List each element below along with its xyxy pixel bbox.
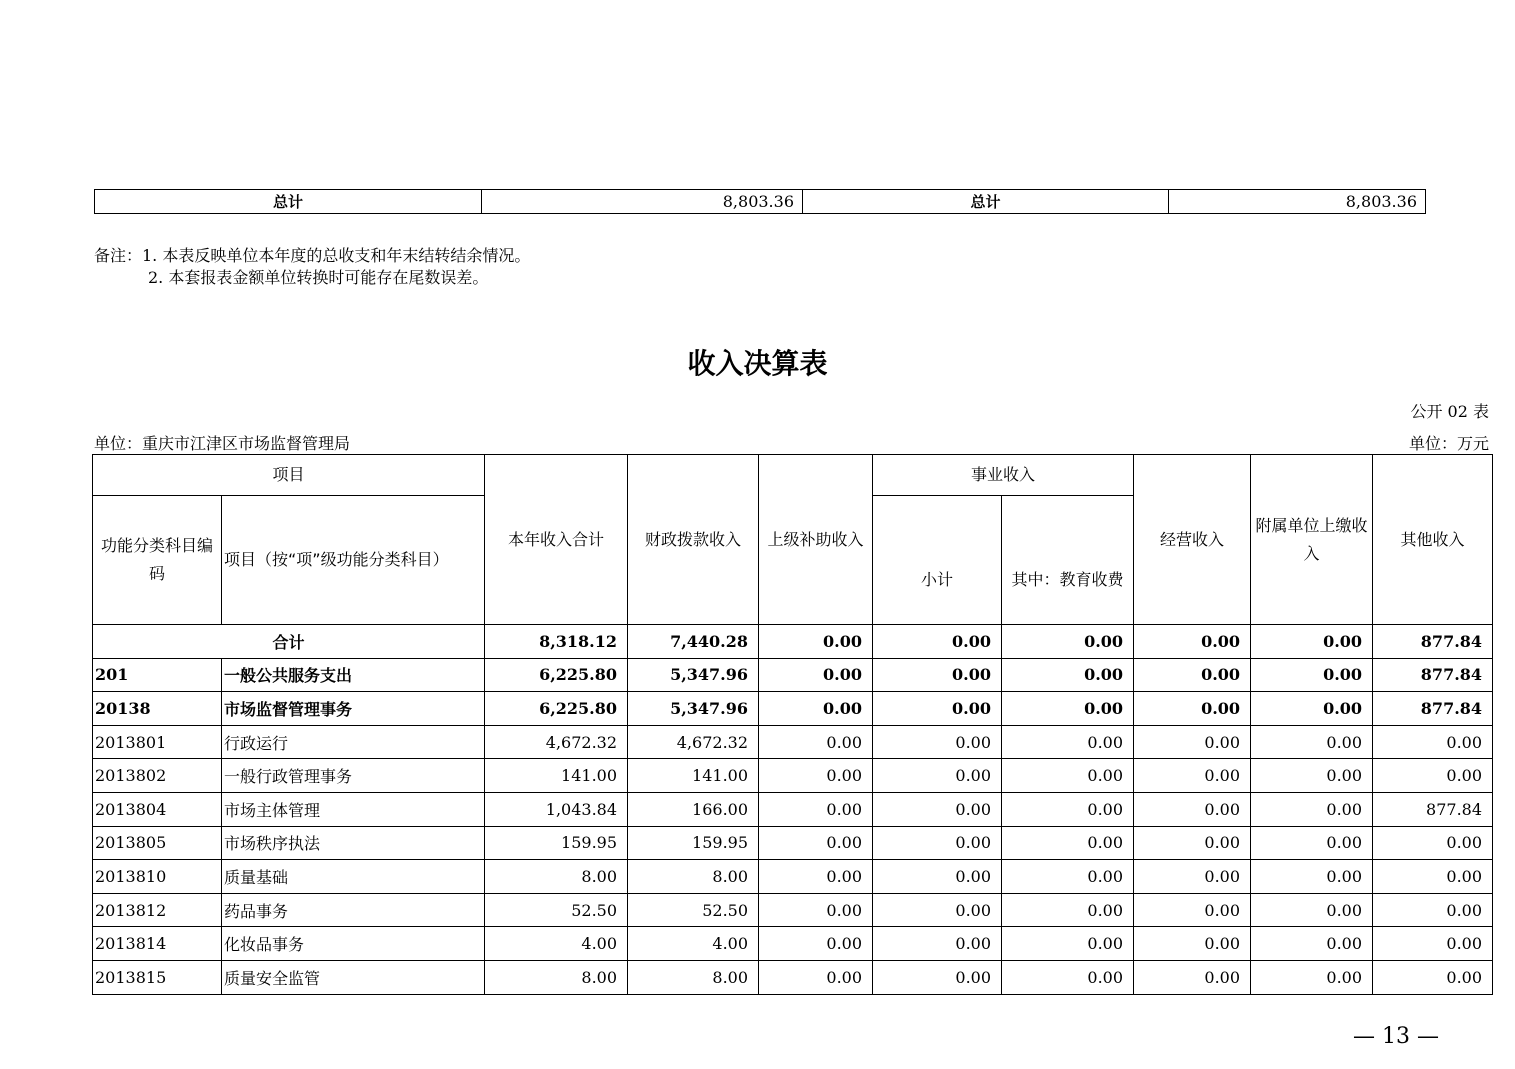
total-cell: 8,318.12 [485,625,628,659]
row-value: 0.00 [1134,692,1251,726]
row-value: 0.00 [873,960,1002,994]
row-value: 52.50 [628,893,759,927]
row-value: 0.00 [1134,792,1251,826]
row-value: 0.00 [759,725,873,759]
table-row [93,927,1493,961]
header-project: 项目 [93,455,485,496]
row-value: 0.00 [1134,960,1251,994]
row-code: 2013814 [93,927,222,961]
table-row [93,725,1493,759]
row-value: 0.00 [1373,725,1493,759]
row-value: 0.00 [759,860,873,894]
note-line-2: 2. 本套报表金额单位转换时可能存在尾数误差。 [148,268,489,287]
row-value: 8.00 [485,860,628,894]
header-education: 其中：教育收费 [1002,496,1134,625]
row-code: 2013815 [93,960,222,994]
row-value: 0.00 [1251,960,1373,994]
row-code: 201 [93,658,222,692]
total-cell: 0.00 [873,625,1002,659]
total-cell: 7,440.28 [628,625,759,659]
row-value: 0.00 [873,826,1002,860]
row-code: 2013804 [93,792,222,826]
row-value: 0.00 [873,792,1002,826]
header-total-income: 本年收入合计 [485,455,628,625]
row-name: 一般行政管理事务 [222,759,485,793]
total-left-label: 总计 [95,190,482,214]
row-value: 0.00 [1002,658,1134,692]
row-value: 0.00 [1002,893,1134,927]
row-value: 52.50 [485,893,628,927]
row-value: 0.00 [759,692,873,726]
header-row-1 [93,455,1493,496]
row-value: 0.00 [1134,725,1251,759]
row-value: 877.84 [1373,692,1493,726]
total-cell: 0.00 [1134,625,1251,659]
row-value: 8.00 [485,960,628,994]
row-value: 0.00 [1134,860,1251,894]
row-code: 2013802 [93,759,222,793]
row-value: 0.00 [1002,860,1134,894]
table-row [93,759,1493,793]
row-value: 0.00 [1134,927,1251,961]
row-value: 159.95 [485,826,628,860]
page-title: 收入决算表 [687,347,828,380]
row-value: 0.00 [873,759,1002,793]
row-code: 2013810 [93,860,222,894]
row-value: 0.00 [1002,960,1134,994]
row-value: 0.00 [1373,826,1493,860]
note-line-1: 备注：1. 本表反映单位本年度的总收支和年末结转结余情况。 [94,246,531,265]
row-value: 4.00 [628,927,759,961]
row-value: 877.84 [1373,792,1493,826]
row-value: 877.84 [1373,658,1493,692]
row-value: 1,043.84 [485,792,628,826]
row-value: 0.00 [759,792,873,826]
row-value: 0.00 [1002,725,1134,759]
row-value: 141.00 [628,759,759,793]
row-value: 0.00 [759,826,873,860]
row-value: 0.00 [1134,893,1251,927]
row-code: 2013805 [93,826,222,860]
header-operating: 经营收入 [1134,455,1251,625]
total-cell: 0.00 [1251,625,1373,659]
row-value: 0.00 [1002,792,1134,826]
row-code: 2013812 [93,893,222,927]
header-other: 其他收入 [1373,455,1493,625]
row-name: 行政运行 [222,725,485,759]
row-name: 市场秩序执法 [222,826,485,860]
table-row [93,893,1493,927]
row-value: 0.00 [1002,692,1134,726]
row-value: 0.00 [1134,826,1251,860]
row-name: 化妆品事务 [222,927,485,961]
row-value: 0.00 [1134,658,1251,692]
row-value: 6,225.80 [485,658,628,692]
row-value: 166.00 [628,792,759,826]
row-name: 市场监督管理事务 [222,692,485,726]
row-value: 159.95 [628,826,759,860]
total-summary-table [94,189,1426,214]
total-cell: 0.00 [1002,625,1134,659]
header-affiliated: 附属单位上缴收入 [1251,455,1373,625]
row-value: 4,672.32 [485,725,628,759]
header-fiscal: 财政拨款收入 [628,455,759,625]
table-row [93,960,1493,994]
row-value: 0.00 [1251,658,1373,692]
total-cell: 0.00 [759,625,873,659]
row-value: 0.00 [759,658,873,692]
row-value: 0.00 [873,893,1002,927]
row-value: 0.00 [873,658,1002,692]
row-value: 5,347.96 [628,658,759,692]
row-value: 8.00 [628,960,759,994]
total-cell: 877.84 [1373,625,1493,659]
row-code: 2013801 [93,725,222,759]
row-value: 0.00 [1373,860,1493,894]
row-value: 0.00 [1134,759,1251,793]
total-row-label: 合计 [93,625,485,659]
row-value: 6,225.80 [485,692,628,726]
row-value: 0.00 [759,893,873,927]
table-row-total [93,625,1493,659]
table-row [93,658,1493,692]
row-value: 5,347.96 [628,692,759,726]
row-value: 0.00 [873,692,1002,726]
table-row [93,792,1493,826]
row-name: 质量基础 [222,860,485,894]
row-name: 药品事务 [222,893,485,927]
table-row [93,860,1493,894]
row-value: 0.00 [1251,927,1373,961]
row-value: 0.00 [1251,893,1373,927]
total-left-value: 8,803.36 [482,190,803,214]
header-subtotal: 小计 [873,496,1002,625]
row-value: 0.00 [873,860,1002,894]
page-number: — 13 — [1353,1024,1439,1049]
unit-organization: 单位：重庆市江津区市场监督管理局 [94,434,351,453]
row-value: 0.00 [759,927,873,961]
income-table [92,454,1493,995]
row-value: 0.00 [1373,927,1493,961]
row-value: 141.00 [485,759,628,793]
row-value: 0.00 [1251,860,1373,894]
row-value: 0.00 [1002,927,1134,961]
row-name: 一般公共服务支出 [222,658,485,692]
total-summary-row [95,190,1426,214]
row-value: 0.00 [759,960,873,994]
row-value: 0.00 [1251,725,1373,759]
row-name: 市场主体管理 [222,792,485,826]
unit-currency: 单位：万元 [1408,434,1489,453]
row-value: 4,672.32 [628,725,759,759]
row-code: 20138 [93,692,222,726]
notes [94,245,530,289]
row-value: 0.00 [1373,893,1493,927]
table-code: 公开 02 表 [1410,402,1489,421]
row-value: 0.00 [759,759,873,793]
row-name: 质量安全监管 [222,960,485,994]
total-right-value: 8,803.36 [1169,190,1426,214]
row-value: 0.00 [1251,759,1373,793]
row-value: 0.00 [1002,759,1134,793]
row-value: 0.00 [873,725,1002,759]
row-value: 0.00 [1251,792,1373,826]
row-value: 0.00 [1373,759,1493,793]
total-right-label: 总计 [803,190,1169,214]
row-value: 0.00 [1251,692,1373,726]
table-row [93,826,1493,860]
header-code: 功能分类科目编码 [93,496,222,625]
row-value: 0.00 [1373,960,1493,994]
row-value: 8.00 [628,860,759,894]
table-row [93,692,1493,726]
header-name: 项目（按“项”级功能分类科目） [222,496,485,625]
row-value: 0.00 [1251,826,1373,860]
row-value: 0.00 [873,927,1002,961]
header-business: 事业收入 [873,455,1134,496]
row-value: 4.00 [485,927,628,961]
header-superior: 上级补助收入 [759,455,873,625]
row-value: 0.00 [1002,826,1134,860]
